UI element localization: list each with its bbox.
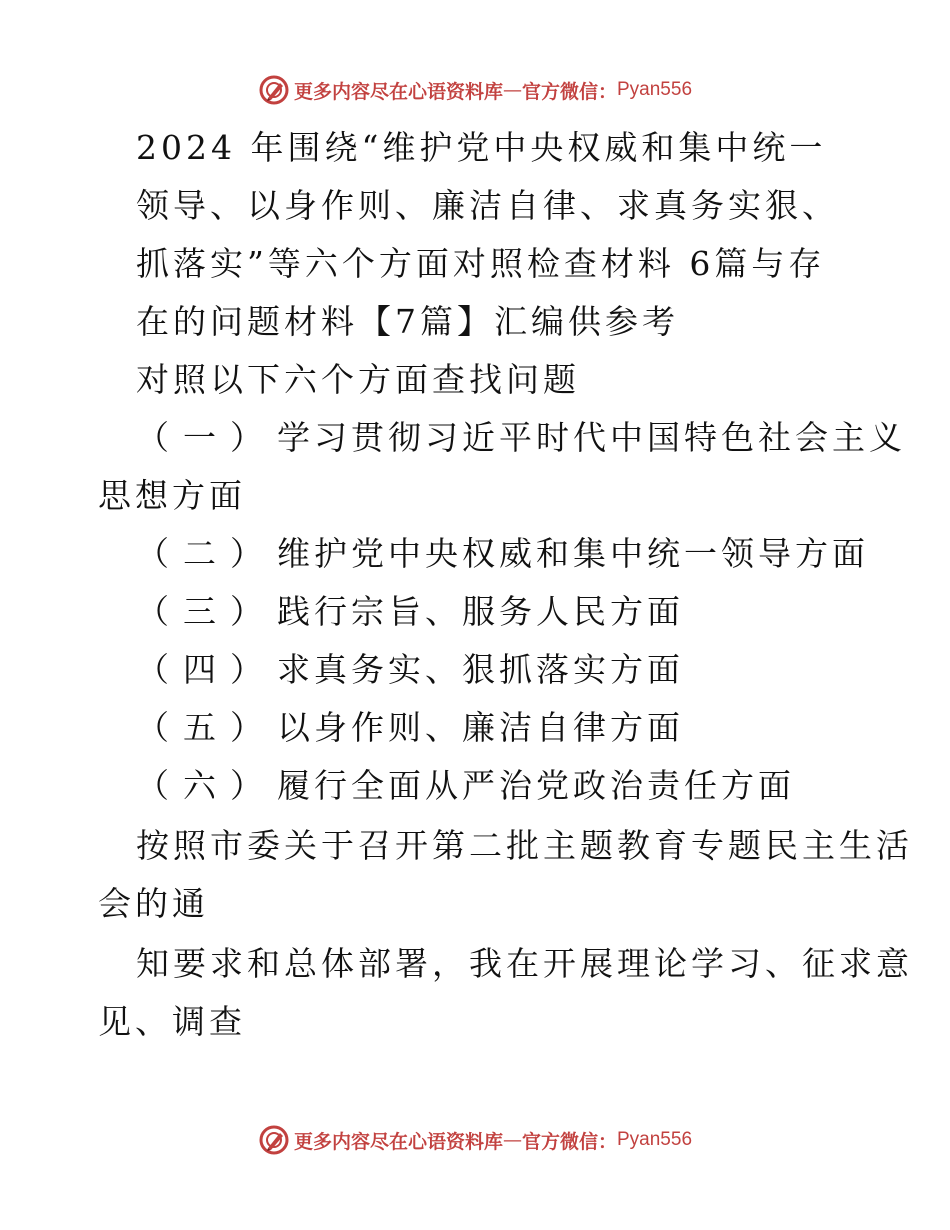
title-line-2: 领导、以身作则、廉洁自律、求真务实狠、	[136, 186, 839, 225]
list-item-continuation: 思想方面	[98, 476, 246, 515]
list-item-text: 以身作则、廉洁自律方面	[277, 708, 684, 747]
title-line-1: 2024 年围绕“维护党中央权威和集中统一	[136, 128, 827, 167]
banner-wechat-id: Pyan556	[617, 1129, 693, 1150]
list-item-text: 求真务实、狠抓落实方面	[277, 650, 684, 689]
list-item-number: （六）	[136, 766, 277, 805]
list-item-text: 履行全面从严治党政治责任方面	[277, 766, 795, 805]
list-item	[136, 650, 684, 690]
banner-wechat-label: 官方微信：	[521, 1130, 617, 1153]
intro-line: 对照以下六个方面查找问题	[136, 360, 580, 399]
title-line-4: 在的问题材料【7篇】汇编供参考	[136, 302, 679, 341]
list-item-text: 践行宗旨、服务人民方面	[277, 592, 684, 631]
paragraph-1-line-2: 会的通	[98, 884, 209, 923]
list-item	[136, 766, 795, 806]
list-item-number: （一）	[136, 418, 277, 457]
list-item-number: （二）	[136, 534, 277, 573]
pen-logo-icon	[258, 74, 290, 106]
paragraph-1-line-1: 按照市委关于召开第二批主题教育专题民主生活	[136, 826, 913, 865]
title-line-3: 抓落实”等六个方面对照检查材料 6篇与存	[136, 244, 826, 283]
banner-text: 更多内容尽在心语资料库	[293, 1130, 503, 1153]
header-banner	[0, 70, 950, 110]
list-item-number: （四）	[136, 650, 277, 689]
list-item-number: （五）	[136, 708, 277, 747]
list-item	[136, 534, 869, 574]
list-item-text: 维护党中央权威和集中统一领导方面	[277, 534, 869, 573]
paragraph-2-line-1: 知要求和总体部署，我在开展理论学习、征求意	[136, 944, 913, 983]
footer-banner	[0, 1120, 950, 1160]
banner-dash: —	[502, 1129, 522, 1151]
list-item	[136, 418, 906, 458]
paragraph-2-line-2: 见、调查	[98, 1002, 246, 1041]
list-item-text: 学习贯彻习近平时代中国特色社会主义	[277, 418, 906, 457]
list-item-number: （三）	[136, 592, 277, 631]
banner-wechat-id: Pyan556	[617, 79, 693, 100]
banner-wechat-label: 官方微信：	[521, 80, 617, 103]
list-item	[136, 592, 684, 632]
banner-dash: —	[502, 79, 522, 101]
pen-logo-icon	[258, 1124, 290, 1156]
banner-text: 更多内容尽在心语资料库	[293, 80, 503, 103]
list-item	[136, 708, 684, 748]
